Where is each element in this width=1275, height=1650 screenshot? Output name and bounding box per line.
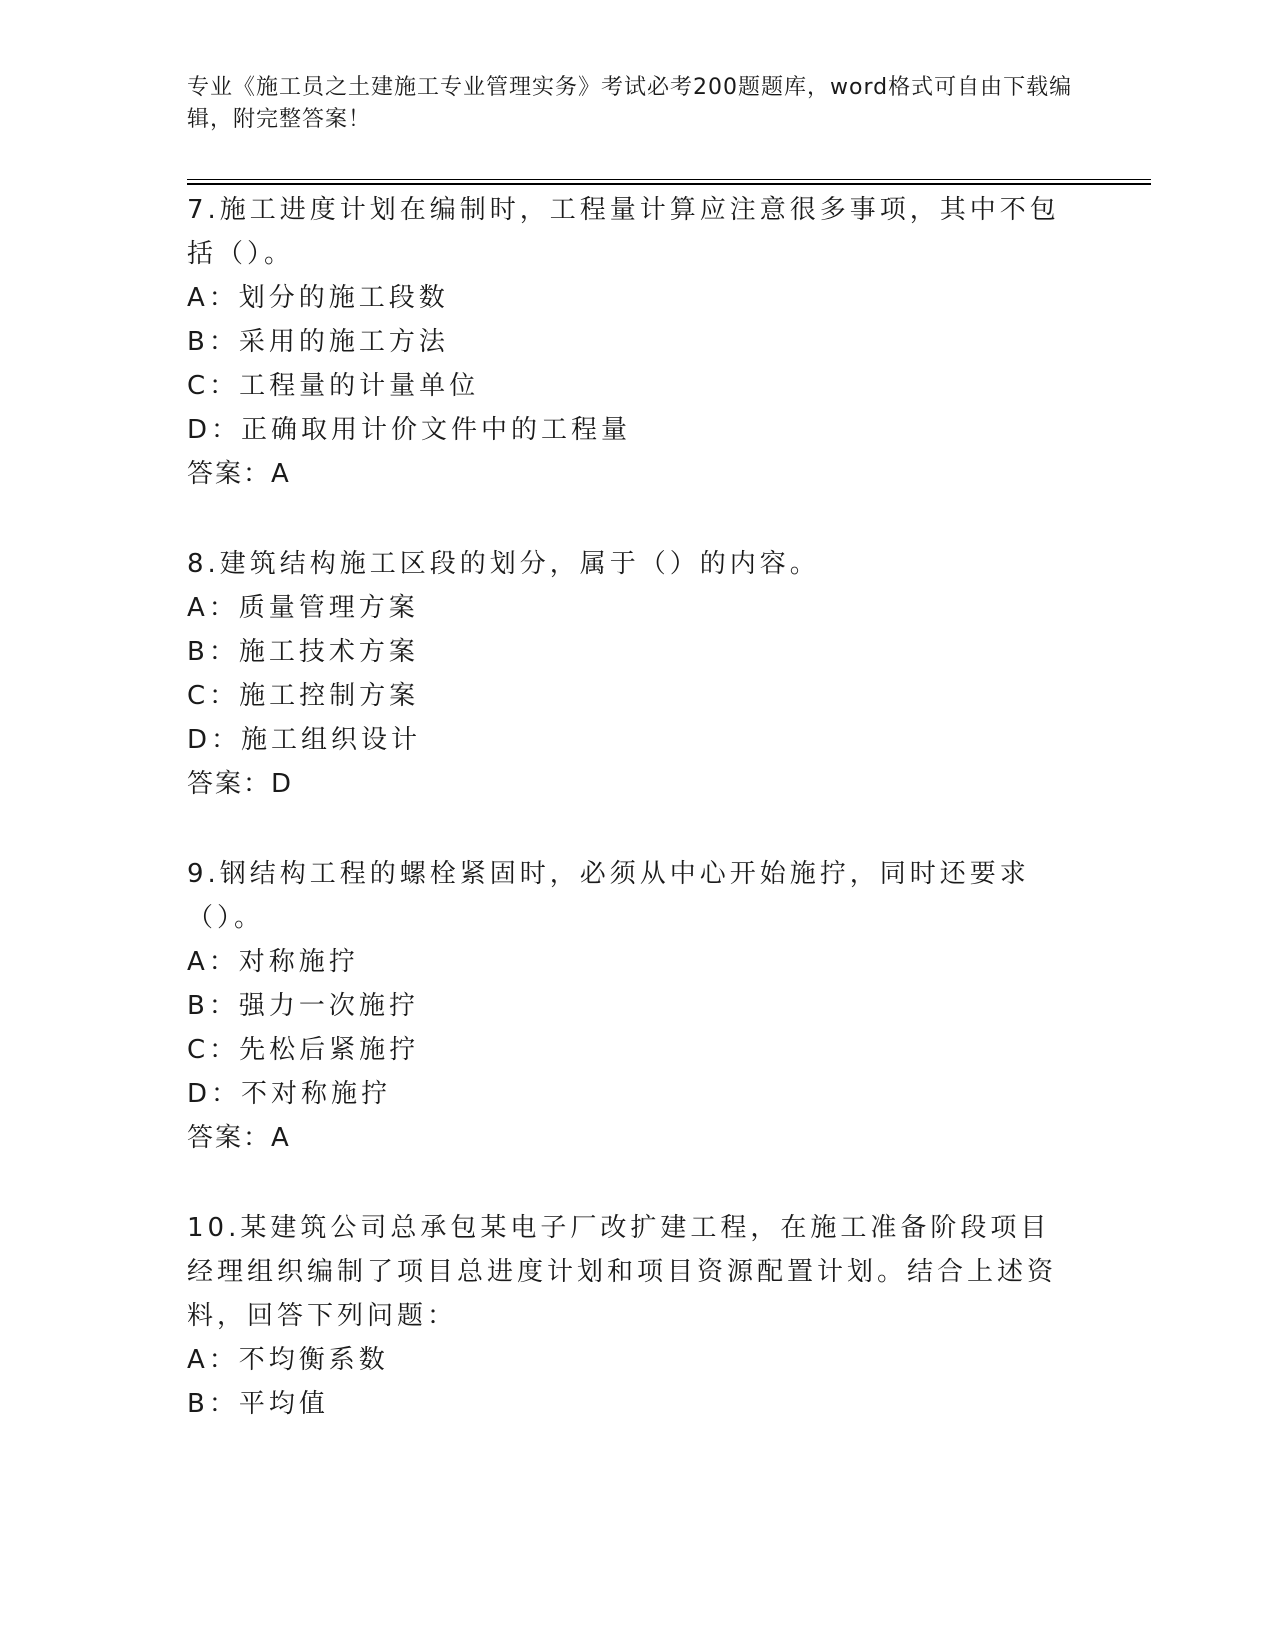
answer-line bbox=[187, 452, 1107, 496]
option-b: B：采用的施工方法 bbox=[187, 327, 449, 357]
question-10 bbox=[187, 1206, 1107, 1426]
answer-label: 答案： bbox=[187, 1123, 272, 1153]
option-a: A：划分的施工段数 bbox=[187, 283, 449, 313]
option-a: A：不均衡系数 bbox=[187, 1345, 389, 1375]
answer-value: D bbox=[271, 769, 292, 799]
answer-value: A bbox=[271, 459, 289, 489]
answer-value: A bbox=[271, 1123, 289, 1153]
answer-line bbox=[187, 1116, 1107, 1160]
answer-label: 答案： bbox=[187, 769, 272, 799]
option-c: C：施工控制方案 bbox=[187, 681, 420, 711]
question-stem: 8.建筑结构施工区段的划分，属于（）的内容。 bbox=[187, 549, 820, 579]
option-b: B：强力一次施拧 bbox=[187, 991, 419, 1021]
question-9 bbox=[187, 852, 1107, 1160]
option-c: C：工程量的计量单位 bbox=[187, 371, 480, 401]
option-a: A：对称施拧 bbox=[187, 947, 359, 977]
option-d: D：不对称施拧 bbox=[187, 1079, 392, 1109]
question-8 bbox=[187, 542, 1107, 806]
option-b: B：平均值 bbox=[187, 1389, 329, 1419]
option-d: D：正确取用计价文件中的工程量 bbox=[187, 415, 632, 445]
question-stem: 9.钢结构工程的螺栓紧固时，必须从中心开始施拧，同时还要求（）。 bbox=[187, 859, 1030, 933]
question-7 bbox=[187, 188, 1107, 496]
option-a: A：质量管理方案 bbox=[187, 593, 419, 623]
question-stem: 7.施工进度计划在编制时，工程量计算应注意很多事项，其中不包括（）。 bbox=[187, 195, 1060, 269]
header-divider-thick bbox=[187, 183, 1151, 185]
option-c: C：先松后紧施拧 bbox=[187, 1035, 420, 1065]
answer-label: 答案： bbox=[187, 459, 272, 489]
header-divider-thin bbox=[187, 179, 1151, 180]
answer-line bbox=[187, 762, 1107, 806]
option-d: D：施工组织设计 bbox=[187, 725, 422, 755]
question-list bbox=[187, 188, 1107, 1472]
document-intro: 专业《施工员之土建施工专业管理实务》考试必考200题题库，word格式可自由下载编辑，附完整答案！ bbox=[187, 75, 1073, 132]
option-b: B：施工技术方案 bbox=[187, 637, 419, 667]
question-stem: 10.某建筑公司总承包某电子厂改扩建工程，在施工准备阶段项目经理组织编制了项目总进度计划和项目资源配置计划。结合上述资料，回答下列问题： bbox=[187, 1213, 1058, 1331]
